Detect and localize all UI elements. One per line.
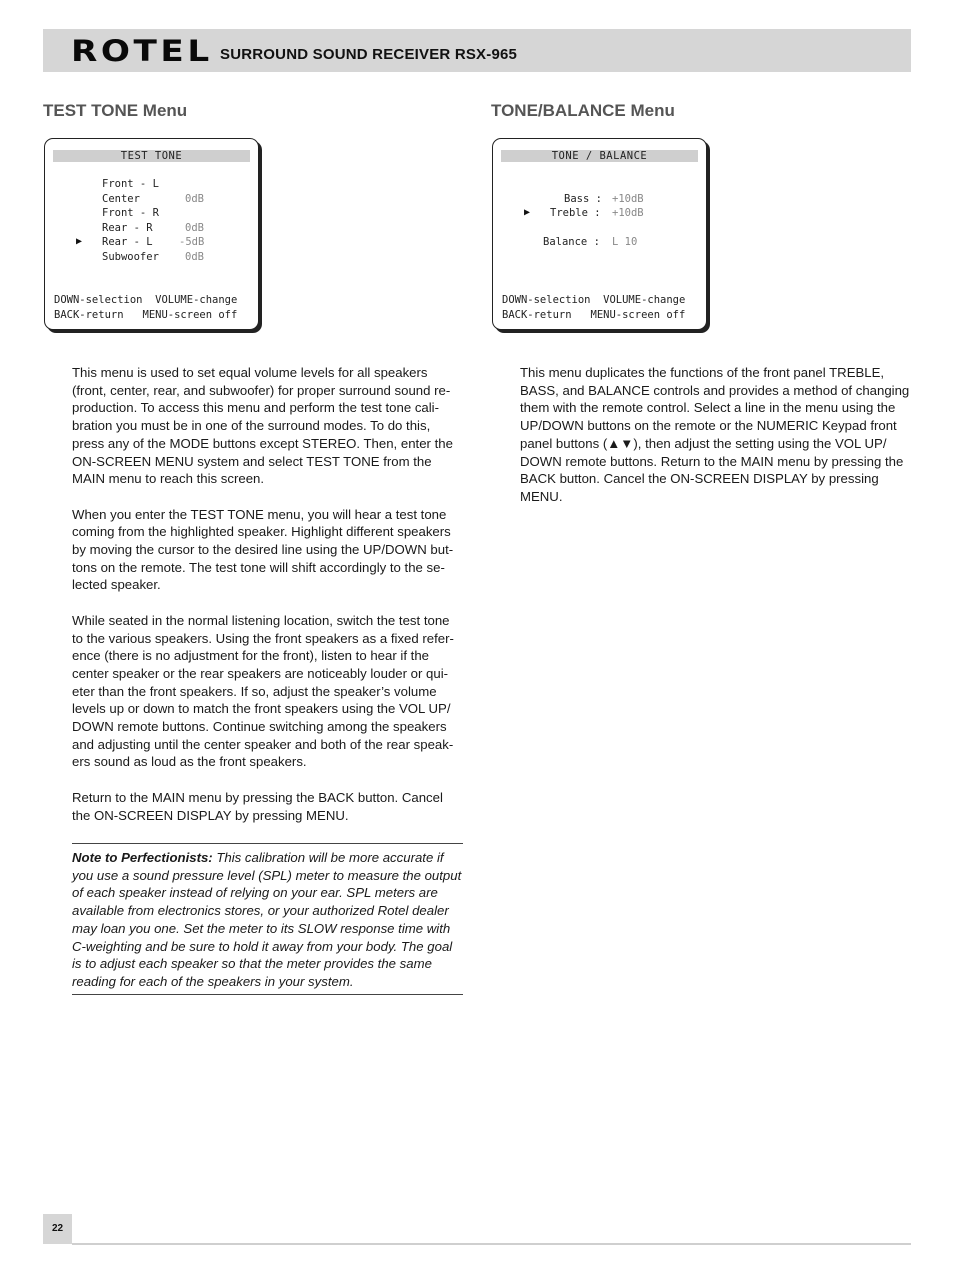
note-label: Note to Perfectionists: [72, 850, 213, 865]
balance-label: Balance : [543, 236, 600, 248]
screen-row-label: Front - R [102, 207, 159, 219]
test-tone-screen [44, 138, 259, 330]
paragraph: When you enter the TEST TONE menu, you will hear a test tone coming from the highlighted speaker. Highlight different speakers by moving the cursor to the desired line using the UP/DOWN but-tons on the remote. The test tone will shift accordingly to the se-lected speaker. [72, 506, 454, 593]
screen-row-label: Subwoofer [102, 251, 159, 263]
screen-row-label: Center [102, 193, 140, 205]
cursor-arrow-icon: ▶ [524, 207, 531, 218]
test-tone-heading: TEST TONE Menu [43, 101, 188, 120]
paragraph: While seated in the normal listening location, switch the test tone to the various speakers. Using the front speakers as a fixed refer-ence (there is no adjustment for the front), listen to hear if the center speaker or the rear speakers are noticeably louder or qui-eter than the front speakers. If so, adjust the speaker’s volume levels up or down to match the front speakers using the VOL UP/ DOWN remote buttons. Continue switching among the speakers and adjusting until the center speaker and both of the rear speak-ers sound as loud as the front speakers. [72, 612, 454, 770]
paragraph: This menu is used to set equal volume levels for all speakers (front, center, rear, and subwoofer) for proper surround sound re-production. To access this menu and perform the test tone cali-bration you must be in one of the surround modes. To do this, press any of the MODE buttons except STEREO. Then, enter the ON-SCREEN MENU system and select TEST TONE from the MAIN menu to reach this screen. [72, 365, 453, 487]
screen-row-label: Front - L [102, 178, 159, 190]
footer-rule [72, 1243, 911, 1245]
balance-value: L 10 [612, 236, 638, 248]
perfectionist-note [72, 843, 463, 995]
screen-row-value: -5dB [179, 236, 205, 248]
screen-row-label: Rear - R [102, 222, 153, 234]
test-tone-screen-title: TEST TONE [53, 150, 250, 162]
note-text: This calibration will be more accurate if you use a sound pressure level (SPL) meter to measure the output of each speaker instead of relying on your ear. SPL meters are available from electronics stores, or your authorized Rotel dealer may loan you one. Set the meter to its SLOW response time with C-weighting and be sure to hold it away from your body. The goal is to adjust each speaker so that the meter provides the same reading for each of the speakers in your system. [72, 850, 462, 989]
brand-logo: ROTEL [71, 34, 213, 68]
treble-value: +10dB [612, 207, 644, 219]
page-number: 22 [43, 1214, 72, 1244]
screen-row-label: Rear - L [102, 236, 153, 248]
screen-footer-line: DOWN-selection VOLUME-change [502, 294, 686, 306]
cursor-arrow-icon: ▶ [76, 236, 83, 247]
tone-balance-body [520, 364, 912, 523]
screen-footer-line: BACK-return MENU-screen off [54, 309, 238, 321]
tone-balance-screen [492, 138, 707, 330]
screen-footer-line: DOWN-selection VOLUME-change [54, 294, 238, 306]
screen-row-value: 0dB [185, 193, 204, 205]
paragraph: Return to the MAIN menu by pressing the BACK button. Cancel the ON-SCREEN DISPLAY by pressing MENU. [72, 789, 443, 823]
screen-row-value: 0dB [185, 222, 204, 234]
screen-footer-line: BACK-return MENU-screen off [502, 309, 686, 321]
tone-balance-heading: TONE/BALANCE Menu [491, 101, 675, 120]
screen-row-value: 0dB [185, 251, 204, 263]
header-title: SURROUND SOUND RECEIVER RSX-965 [220, 46, 518, 63]
bass-label: Bass : [564, 193, 602, 205]
tone-balance-screen-title: TONE / BALANCE [501, 150, 698, 162]
test-tone-body [72, 364, 463, 842]
page-header [43, 29, 911, 72]
bass-value: +10dB [612, 193, 644, 205]
treble-label: Treble : [550, 207, 601, 219]
paragraph: This menu duplicates the functions of the front panel TREBLE, BASS, and BALANCE controls and provides a method of changing them with the remote control. Select a line in the menu using the UP/DOWN buttons on the remote or the NUMERIC Keypad front panel buttons (▲▼), then adjust the setting using the VOL UP/ DOWN remote buttons. Return to the MAIN menu by pressing the BACK button. Cancel the ON-SCREEN DISPLAY by pressing MENU. [520, 365, 910, 504]
